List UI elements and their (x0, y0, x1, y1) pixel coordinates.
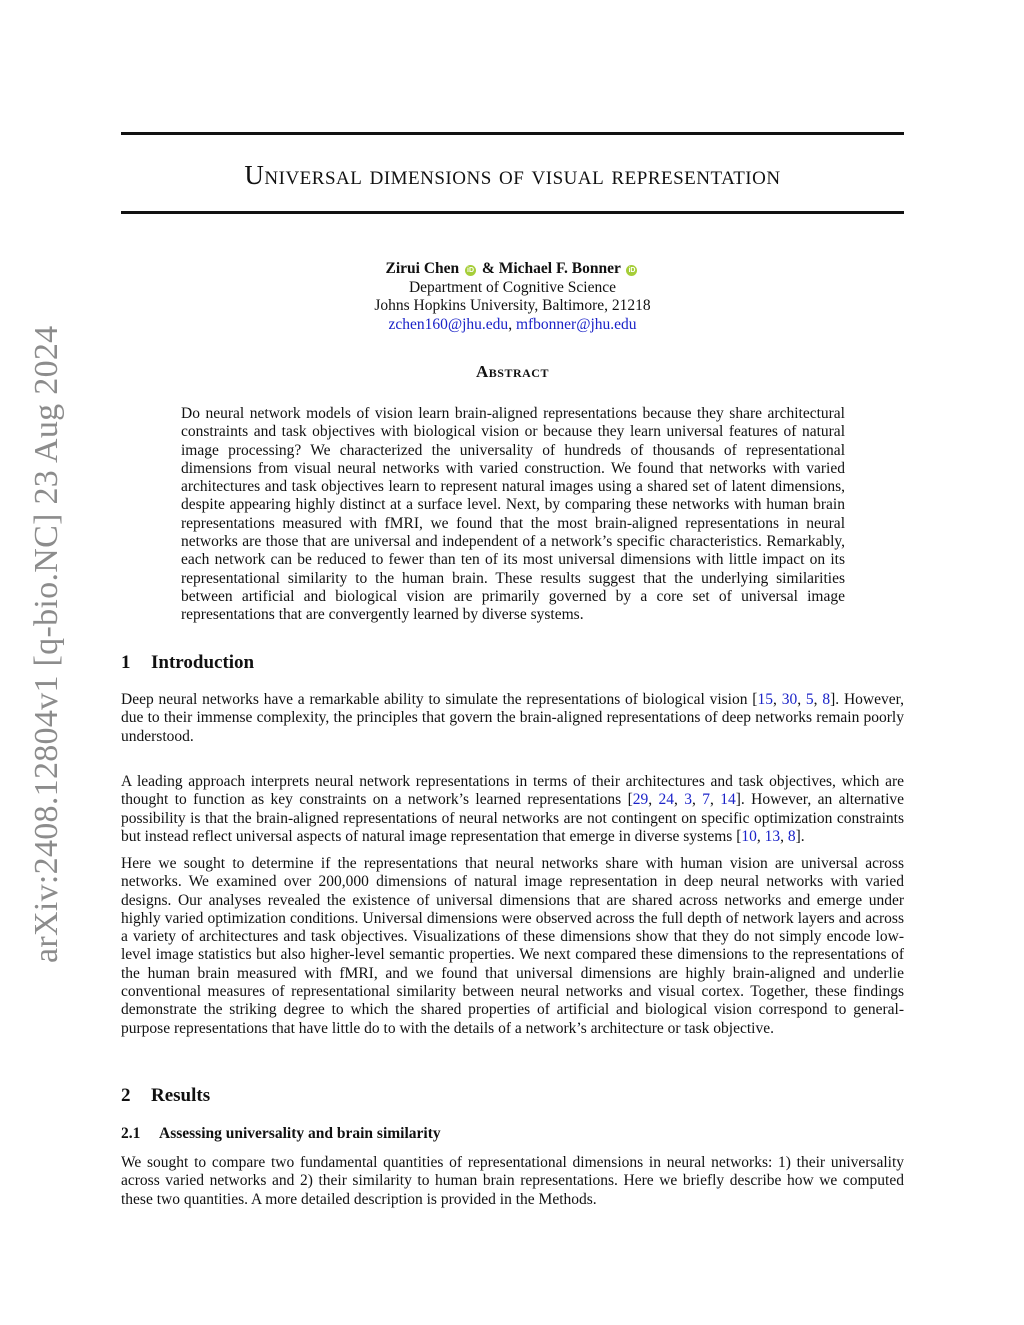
citation-link[interactable]: 5 (805, 691, 814, 708)
orcid-icon[interactable]: iD (628, 267, 636, 274)
abstract-text: Do neural network models of vision learn brain-aligned representations because they share architectural constraints and task objectives with biological vision or because they learn universal features of natural image processing? We characterized the universality of hundreds of thousands of representational dimensions from visual neural networks with varied construction. We found that networks with varied architectures and task objectives learn to represent natural images using a shared set of latent dimensions, despite appearing highly distinct at a surface level. Next, by comparing these networks with human brain representations measured with fMRI, we found that the most brain-aligned representations in neural networks are those that are universal and independent of a network’s specific characteristics. Remarkably, each network can be reduced to fewer than ten of its most universal dimensions with little impact on its representational similarity to the human brain. These results suggest that the underlying similarities between artificial and biological vision are primarily governed by a core set of universal image representations that are convergently learned by diverse systems. (181, 405, 845, 624)
author-emails (121, 316, 904, 335)
email-separator: , (508, 315, 513, 333)
paragraph-text: ]. However, due to their immense complexity, the principles that govern the brain-aligned representations of deep networks remain poorly understood. (121, 691, 905, 745)
section-heading-introduction (121, 652, 254, 674)
author-institution: Johns Hopkins University, Baltimore, 21218 (374, 297, 651, 314)
subsection-number: 2.1 (121, 1125, 141, 1142)
subsection-heading (121, 1125, 441, 1143)
author-name: Michael F. Bonner (498, 260, 621, 277)
author-block (121, 260, 904, 334)
citation-link[interactable]: 3 (684, 791, 692, 809)
citation-link[interactable]: 29 (632, 791, 649, 809)
citation-link[interactable]: 8 (822, 691, 831, 708)
orcid-icon[interactable]: iD (467, 267, 475, 274)
citation-link[interactable]: 15 (757, 691, 773, 708)
citation-link[interactable]: 24 (658, 791, 674, 809)
citation-link[interactable]: 14 (720, 791, 736, 809)
arxiv-identifier-stamp: arXiv:2408.12804v1 [q-bio.NC] 23 Aug 2024 (28, 325, 65, 963)
email-link[interactable]: zchen160@jhu.edu (388, 315, 509, 333)
subsection-title: Assessing universality and brain similarity (159, 1125, 441, 1142)
intro-paragraph: A leading approach interprets neural network representations in terms of their architectures and task objectives, which are thought to function as key constraints on a network’s learned representations [29, 24, 3, 7, 14]. However, an alternative possibility is that the brain-aligned representations of neural networks are not contingent on specific optimization constraints but instead reflect universal aspects of natural image representation that emerge in diverse systems [10, 13, 8]. (121, 773, 905, 845)
paragraph-text: Deep neural networks have a remarkable ability to simulate the representations of biological vision [ (121, 691, 758, 708)
title-rule-top (121, 132, 904, 135)
title-rule-bottom (121, 211, 904, 214)
author-department: Department of Cognitive Science (408, 278, 617, 296)
section-number: 2 (121, 1085, 131, 1106)
section-title: Introduction (151, 652, 255, 673)
paper-title: Universal dimensions of visual representation (244, 160, 781, 190)
author-connector: & (481, 260, 495, 277)
citation-link[interactable]: 30 (781, 691, 798, 708)
intro-paragraph: Here we sought to determine if the representations that neural networks share with human vision are universal across networks. We examined over 200,000 dimensions of natural image representation in deep neural networks with varied designs. Our analyses revealed the existence of universal dimensions that are shared across networks and emerge under highly varied optimization conditions. Universal dimensions were observed across the full depth of network layers and across a variety of architectures and task objectives. Visualizations of these dimensions show that they do not simply encode low-level image statistics but also higher-level semantic properties. We next compared these dimensions to the representations of the human brain measured with fMRI, and we found that universal dimensions are highly brain-aligned and underlie conventional measures of representational similarity between neural networks and visual cortex. Together, these findings demonstrate the striking degree to which the shared properties of artificial and biological vision correspond to general-purpose representations that have little do to with the details of a network’s architecture or task objective. (121, 855, 904, 1037)
paragraph-text: A leading approach interprets neural network representations in terms of their architectures and task objectives, which are thought to function as key constraints on a network’s learned representations [ (121, 773, 904, 809)
section-heading-results (121, 1085, 210, 1107)
results-paragraph: We sought to compare two fundamental quantities of representational dimensions in neural networks: 1) their universality across varied networks and 2) their similarity to human brain representations. Here we briefly describe how we computed these two quantities. A more detailed description is provided in the Methods. (121, 1154, 904, 1208)
section-title: Results (151, 1085, 211, 1106)
email-link[interactable]: mfbonner@jhu.edu (515, 315, 637, 333)
citation-link[interactable]: 7 (702, 791, 710, 809)
author-name: Zirui Chen (385, 260, 460, 277)
intro-paragraph: Deep neural networks have a remarkable ability to simulate the representations of biological vision [15, 30, 5, 8]. However, due to their immense complexity, the principles that govern the brain-aligned representations of deep networks remain poorly understood. (121, 691, 905, 745)
citation-link[interactable]: 10 (741, 827, 757, 845)
section-number: 1 (121, 652, 131, 673)
citation-link[interactable]: 8 (787, 827, 796, 845)
authors-line (121, 260, 904, 279)
citation-link[interactable]: 13 (764, 827, 781, 845)
abstract-heading: Abstract (476, 362, 549, 381)
paragraph-text: ]. However, an alternative possibility is that the brain-aligned representations of neural networks are not contingent on specific optimization constraints but instead reflect universal aspects of natural image representation that emerge in diverse systems [ (121, 791, 905, 845)
paragraph-text: ]. (795, 827, 805, 845)
